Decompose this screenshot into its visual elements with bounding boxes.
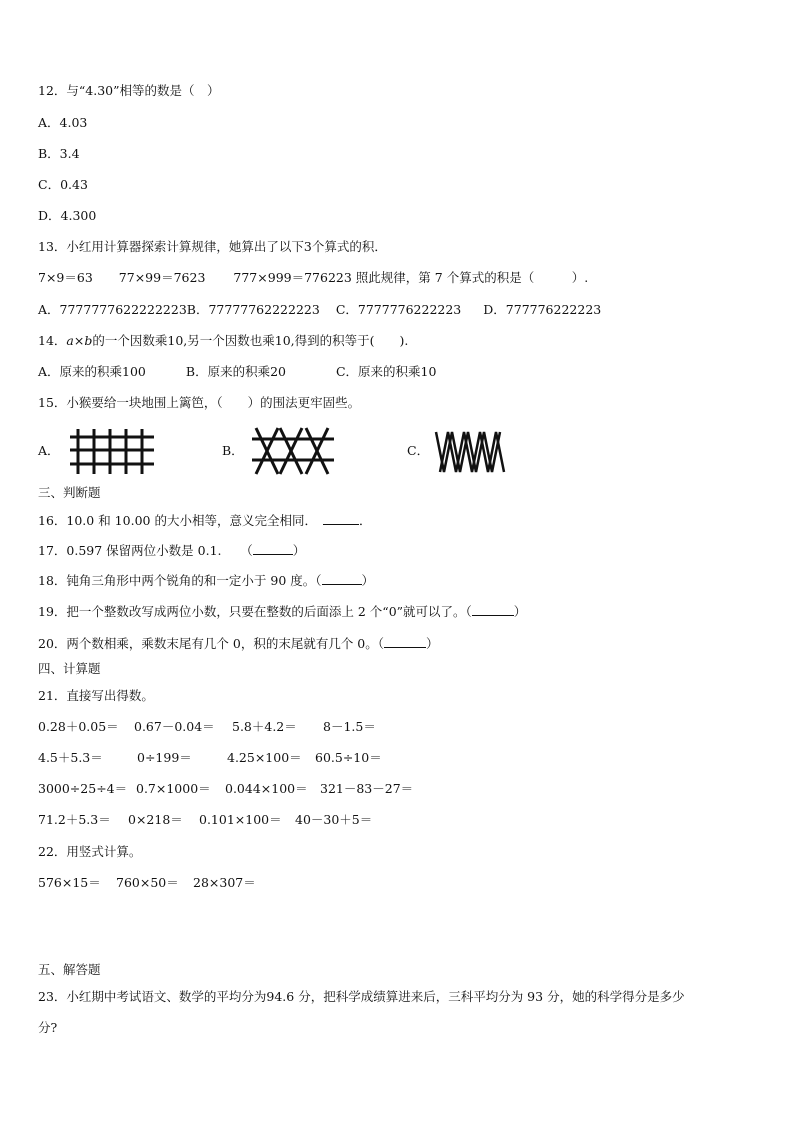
- q23-line-2: 分?: [38, 1020, 58, 1035]
- q14-var-b: b: [84, 333, 93, 348]
- q12-option-c: C．0.43: [38, 177, 88, 192]
- q21-item: 3000÷25÷4＝: [38, 781, 128, 796]
- q21-item: 0.7×1000＝: [136, 781, 211, 796]
- q13-formula-1: 7×9＝63: [38, 270, 93, 285]
- q14-var-a: a: [66, 333, 74, 348]
- q19-answer-blank[interactable]: [472, 603, 514, 616]
- q16-end: ．: [358, 513, 372, 528]
- q15-label-c: C．: [407, 443, 430, 458]
- q13-options: [38, 302, 601, 318]
- fence-b-cross-figure: [250, 426, 336, 476]
- q12-option-d: D．4.300: [38, 208, 97, 223]
- q14-option-c: C．原来的积乘10: [335, 364, 437, 379]
- q21-stem: 21．直接写出得数。: [38, 688, 154, 703]
- q21-item: 0.101×100＝: [199, 812, 282, 827]
- q16: [38, 512, 371, 529]
- q21-row-3: [38, 781, 413, 797]
- q21-item: 71.2＋5.3＝: [38, 812, 111, 827]
- q20: [38, 635, 439, 652]
- q14-rest: 的一个因数乘10,另一个因数也乘10,得到的积等于( ).: [92, 333, 409, 348]
- q19-close-paren: ）: [513, 604, 527, 619]
- section-3-heading: 三、判断题: [38, 485, 101, 500]
- q20-answer-blank[interactable]: [384, 635, 426, 648]
- q12-stem: 12．与“4.30”相等的数是（ ）: [38, 83, 220, 98]
- fence-a-grid-figure: [68, 428, 158, 476]
- q13-formula-3: 777×999＝776223 照此规律，第 7 个算式的积是（ ）.: [233, 270, 589, 285]
- q22-stem: 22．用竖式计算。: [38, 844, 142, 859]
- q21-item: 4.25×100＝: [227, 750, 302, 765]
- q17-answer-blank[interactable]: [253, 542, 293, 555]
- q22-items: [38, 875, 256, 891]
- q17-text: 17．0.597 保留两位小数是 0.1. （: [38, 543, 253, 558]
- q14-options: [38, 364, 436, 380]
- q19: [38, 603, 526, 620]
- q12-option-a: A．4.03: [38, 115, 88, 130]
- q17: [38, 542, 305, 559]
- q21-item: 0×218＝: [128, 812, 183, 827]
- q16-answer-blank[interactable]: [323, 512, 359, 525]
- q21-item: 60.5÷10＝: [315, 750, 382, 765]
- section-4-heading: 四、计算题: [38, 661, 101, 676]
- section-5-heading: 五、解答题: [38, 962, 101, 977]
- q13-formula-2: 77×99＝7623: [118, 270, 206, 285]
- q12-option-b: B．3.4: [38, 146, 80, 161]
- q23-line-1: 23．小红期中考试语文、数学的平均分为94.6 分，把科学成绩算进来后，三科平均分为 93 分，她的科学得分是多少: [38, 989, 685, 1004]
- q21-item: 4.5＋5.3＝: [38, 750, 103, 765]
- q13-option-b: B．77777762222223: [186, 302, 320, 317]
- q21-item: 8－1.5＝: [323, 719, 376, 734]
- q21-row-2: [38, 750, 382, 766]
- q21-item: 0.67－0.04＝: [134, 719, 215, 734]
- q21-item: 5.8＋4.2＝: [232, 719, 297, 734]
- q21-item: 0.044×100＝: [225, 781, 308, 796]
- q17-close-paren: ）: [292, 543, 306, 558]
- q13-option-c: C．7777776222223: [335, 302, 462, 317]
- fence-c-zigzag-figure: [434, 428, 506, 474]
- q18-answer-blank[interactable]: [322, 572, 362, 585]
- q20-close-paren: ）: [426, 636, 439, 651]
- q15-label-a: A．: [38, 443, 60, 458]
- q13-option-d: D．777776222223: [483, 302, 602, 317]
- q21-item: 0÷199＝: [137, 750, 192, 765]
- q18-text: 18．钝角三角形中两个锐角的和一定小于 90 度。（: [38, 573, 322, 588]
- q14-option-b: B．原来的积乘20: [185, 364, 286, 379]
- q19-text: 19．把一个整数改写成两位小数，只要在整数的后面添上 2 个“0”就可以了。（: [38, 604, 472, 619]
- q15-stem: 15．小猴要给一块地围上篱笆，（ ）的围法更牢固些。: [38, 395, 361, 410]
- q14-times: ×: [73, 333, 85, 348]
- q13-formulas: [38, 270, 588, 286]
- q22-item: 760×50＝: [116, 875, 179, 890]
- q22-item: 576×15＝: [38, 875, 101, 890]
- q20-text: 20．两个数相乘，乘数末尾有几个 0，积的末尾就有几个 0。（: [38, 636, 385, 651]
- q14-option-a: A．原来的积乘100: [38, 364, 146, 379]
- q18: [38, 572, 374, 589]
- q21-item: 40－30＋5＝: [295, 812, 373, 827]
- q16-text: 16．10.0 和 10.00 的大小相等，意义完全相同．: [38, 513, 317, 528]
- q13-stem: 13．小红用计算器探索计算规律，她算出了以下3个算式的积．: [38, 239, 387, 254]
- q21-row-4: [38, 812, 372, 828]
- q18-close-paren: ）: [361, 573, 375, 588]
- q21-item: 0.28＋0.05＝: [38, 719, 119, 734]
- q13-option-a: A．7777777622222223: [38, 302, 187, 317]
- q21-row-1: [38, 719, 376, 735]
- q15-label-b: B．: [222, 443, 244, 458]
- q14-number: 14．: [38, 333, 67, 348]
- q21-item: 321－83－27＝: [320, 781, 414, 796]
- q14-stem: [38, 333, 408, 349]
- q22-item: 28×307＝: [193, 875, 256, 890]
